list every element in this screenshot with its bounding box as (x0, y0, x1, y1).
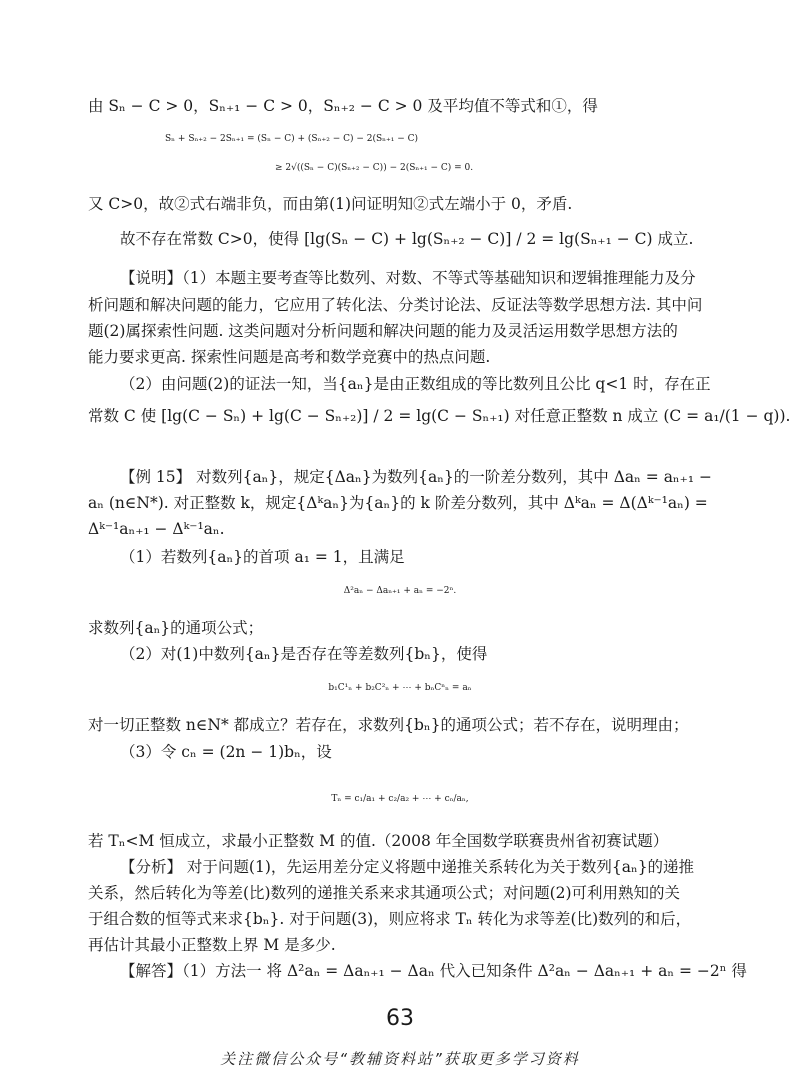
note-heading-line: 【说明】（1）本题主要考查等比数列、对数、不等式等基础知识和逻辑推理能力及分 (120, 269, 696, 287)
text-line: 关系，然后转化为等差(比)数列的递推关系来求其通项公式；对问题(2)可利用熟知的关 (88, 884, 681, 902)
equation-line: ≥ 2√((Sₙ − C)(Sₙ₊₂ − C)) − 2(Sₙ₊₁ − C) = 0. (275, 163, 474, 173)
text-line: 对一切正整数 n∈N* 都成立？若存在，求数列{bₙ}的通项公式；若不存在，说明理由； (88, 716, 689, 734)
text-line: （2）对(1)中数列{aₙ}是否存在等差数列{bₙ}，使得 (120, 645, 488, 663)
solution-heading-line: 【解答】（1）方法一 将 Δ²aₙ = Δaₙ₊₁ − Δaₙ 代入已知条件 Δ²aₙ − Δaₙ₊₁ + aₙ = −2ⁿ 得 (120, 962, 747, 980)
text-line: aₙ (n∈N*). 对正整数 k，规定{Δᵏaₙ}为{aₙ}的 k 阶差分数列，其中 Δᵏaₙ = Δ(Δᵏ⁻¹aₙ) = (88, 494, 708, 512)
example-heading-line: 【例 15】 对数列{aₙ}，规定{Δaₙ}为数列{aₙ}的一阶差分数列，其中 Δaₙ = aₙ₊₁ − (120, 468, 712, 486)
equation-line: Sₙ + Sₙ₊₂ − 2Sₙ₊₁ = (Sₙ − C) + (Sₙ₊₂ − C) − 2(Sₙ₊₁ − C) (165, 134, 419, 144)
text-line: Δᵏ⁻¹aₙ₊₁ − Δᵏ⁻¹aₙ. (88, 520, 225, 538)
analysis-heading-line: 【分析】 对于问题(1)，先运用差分定义将题中递推关系转化为关于数列{aₙ}的递推 (120, 858, 695, 876)
text-line: 能力要求更高. 探索性问题是高考和数学竞赛中的热点问题. (88, 348, 491, 366)
text-line: 于组合数的恒等式来求{bₙ}. 对于问题(3)，则应将求 Tₙ 转化为求等差(比)数列的和后， (88, 910, 692, 928)
equation-line: b₁C¹ₙ + b₂C²ₙ + ⋯ + bₙCⁿₙ = aₙ (328, 683, 472, 693)
text-line: 又 C>0，故②式右端非负，而由第(1)问证明知②式左端小于 0，矛盾. (88, 195, 573, 213)
text-line: 由 Sₙ − C > 0，Sₙ₊₁ − C > 0，Sₙ₊₂ − C > 0 及平均值不等式和①，得 (88, 97, 598, 115)
text-line: 题(2)属探索性问题. 这类问题对分析问题和解决问题的能力及灵活运用数学思想方法的 (88, 322, 678, 340)
text-line: 故不存在常数 C>0，使得 [lg(Sₙ − C) + lg(Sₙ₊₂ − C)] / 2 = lg(Sₙ₊₁ − C) 成立. (120, 230, 694, 248)
text-line: （3）令 cₙ = (2n − 1)bₙ，设 (120, 743, 332, 761)
equation-line: Tₙ = c₁/a₁ + c₂/a₂ + ⋯ + cₙ/aₙ, (331, 794, 469, 804)
text-line: 若 Tₙ<M 恒成立，求最小正整数 M 的值.（2008 年全国数学联赛贵州省初赛试题） (88, 832, 669, 850)
text-line: 析问题和解决问题的能力，它应用了转化法、分类讨论法、反证法等数学思想方法. 其中问 (88, 296, 703, 314)
page-number: 63 (386, 1006, 414, 1031)
text-line: （2）由问题(2)的证法一知，当{aₙ}是由正数组成的等比数列且公比 q<1 时，存在正 (120, 375, 711, 393)
text-line: 求数列{aₙ}的通项公式； (88, 619, 264, 637)
text-line: 再估计其最小正整数上界 M 是多少. (88, 936, 336, 954)
footer-watermark: 关注微信公众号“教辅资料站”获取更多学习资料 (220, 1050, 580, 1068)
text-line: （1）若数列{aₙ}的首项 a₁ = 1，且满足 (120, 548, 405, 566)
text-line: 常数 C 使 [lg(C − Sₙ) + lg(C − Sₙ₊₂)] / 2 = lg(C − Sₙ₊₁) 对任意正整数 n 成立 (C = a₁/(1 − q)). (88, 407, 791, 425)
equation-line: Δ²aₙ − Δaₙ₊₁ + aₙ = −2ⁿ. (343, 586, 457, 596)
